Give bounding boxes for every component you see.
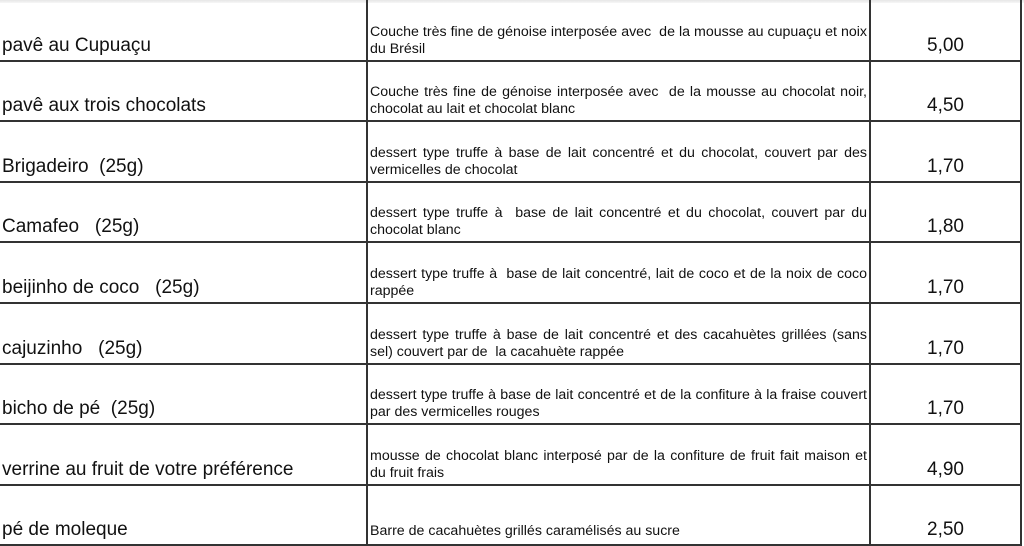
table-row	[0, 485, 1021, 546]
table-row	[0, 121, 1021, 182]
item-description: mousse de chocolat blanc interposé par de la confiture de fruit fait maison et du fruit frais	[367, 424, 870, 485]
item-name: cajuzinho (25g)	[0, 303, 367, 364]
table-row	[0, 364, 1021, 425]
item-description: dessert type truffe à base de lait concentré et de la confiture à la fraise couvert par des vermicelles rouges	[367, 364, 870, 425]
item-description: dessert type truffe à base de lait concentré et des cacahuètes grillées (sans sel) couvert par de la cacahuète rappée	[367, 303, 870, 364]
item-price: 1,70	[870, 121, 1021, 182]
item-price: 1,70	[870, 242, 1021, 303]
table-row	[0, 303, 1021, 364]
item-price: 4,50	[870, 61, 1021, 122]
item-description: Barre de cacahuètes grillés caramélisés au sucre	[367, 485, 870, 546]
item-name: pavê au Cupuaçu	[0, 0, 367, 61]
item-name: beijinho de coco (25g)	[0, 242, 367, 303]
table-row	[0, 424, 1021, 485]
item-name: pé de moleque	[0, 485, 367, 546]
item-price: 1,80	[870, 182, 1021, 243]
item-name: verrine au fruit de votre préférence	[0, 424, 367, 485]
item-description: Couche très fine de génoise interposée avec de la mousse au chocolat noir, chocolat au lait et chocolat blanc	[367, 61, 870, 122]
item-price: 2,50	[870, 485, 1021, 546]
item-name: bicho de pé (25g)	[0, 364, 367, 425]
table-row	[0, 182, 1021, 243]
item-price: 4,90	[870, 424, 1021, 485]
item-price: 1,70	[870, 364, 1021, 425]
item-description: dessert type truffe à base de lait concentré et du chocolat, couvert par du chocolat blanc	[367, 182, 870, 243]
item-price: 1,70	[870, 303, 1021, 364]
item-description: dessert type truffe à base de lait concentré, lait de coco et de la noix de coco rappée	[367, 242, 870, 303]
item-name: Camafeo (25g)	[0, 182, 367, 243]
item-price: 5,00	[870, 0, 1021, 61]
item-name: pavê aux trois chocolats	[0, 61, 367, 122]
table-row	[0, 61, 1021, 122]
table-row	[0, 242, 1021, 303]
item-name: Brigadeiro (25g)	[0, 121, 367, 182]
item-description: dessert type truffe à base de lait concentré et du chocolat, couvert par des vermicelles de chocolat	[367, 121, 870, 182]
table-row	[0, 0, 1021, 61]
item-description: Couche très fine de génoise interposée avec de la mousse au cupuaçu et noix du Brésil	[367, 0, 870, 61]
